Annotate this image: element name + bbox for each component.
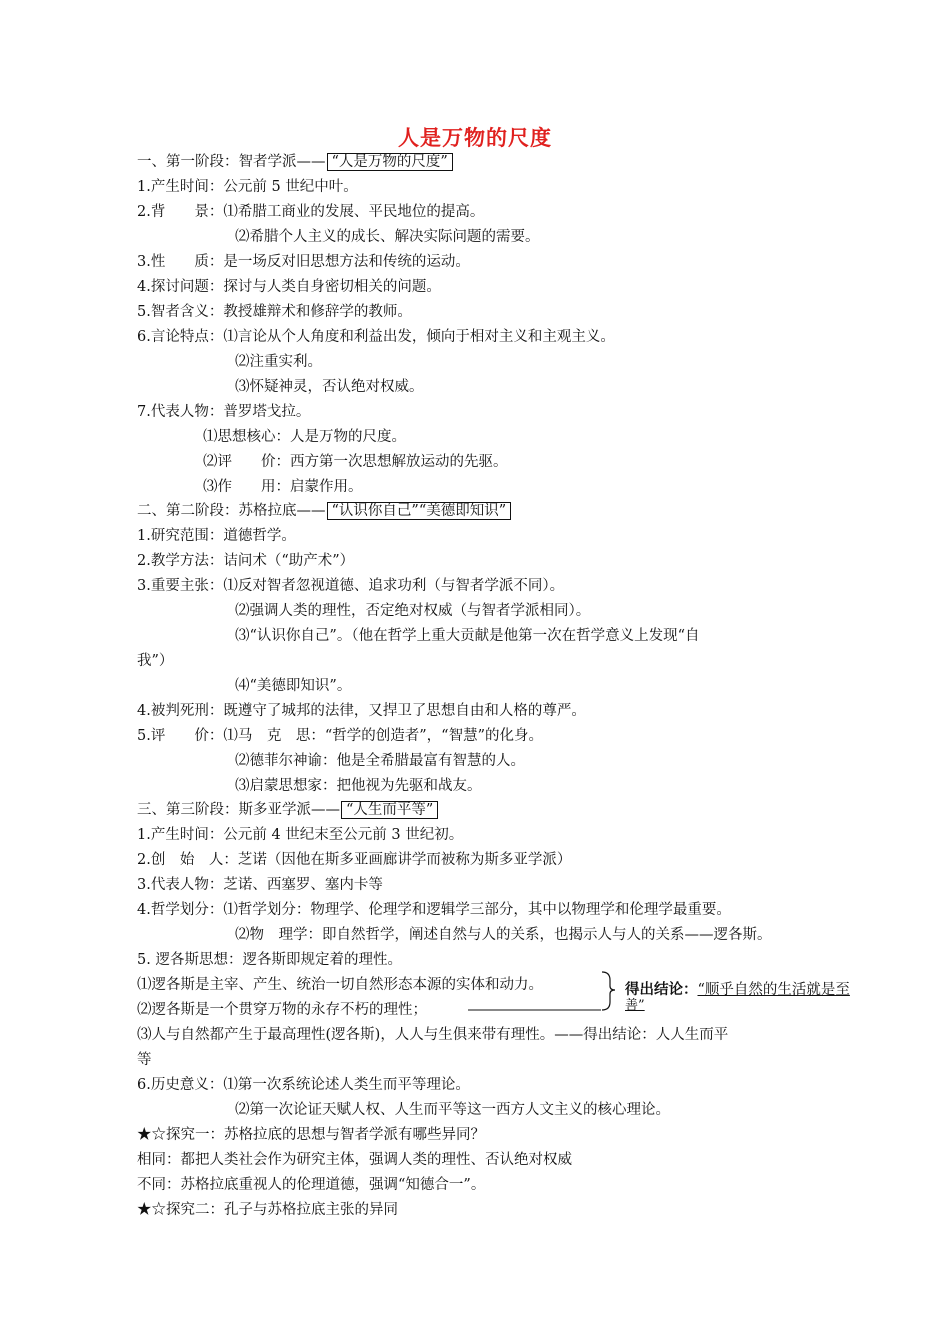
section-2-label: 二、第二阶段：苏格拉底——	[137, 503, 326, 519]
s2-item-3-sub3-cont: 我”）	[137, 653, 174, 669]
s1-item-6-sub3: ⑶怀疑神灵，否认绝对权威。	[235, 379, 424, 395]
s1-item-7-sub2: ⑵评 价：西方第一次思想解放运动的先驱。	[203, 454, 508, 470]
exploration-2-title: ★☆探究二：孔子与苏格拉底主张的异同	[137, 1202, 398, 1218]
s3-item-1: 1.产生时间：公元前 4 世纪末至公元前 3 世纪初。	[137, 827, 464, 843]
section-2-heading	[137, 501, 511, 521]
section-3-boxed-theme: “人生而平等”	[341, 801, 438, 819]
s2-item-1: 1.研究范围：道德哲学。	[137, 528, 296, 544]
s1-item-7-sub1: ⑴思想核心：人是万物的尺度。	[203, 429, 406, 445]
conclusion-brace	[468, 968, 616, 1018]
s2-item-5-sub2: ⑵德菲尔神谕：他是全希腊最富有智慧的人。	[235, 753, 525, 769]
s2-item-3-sub4: ⑷“美德即知识”。	[235, 678, 352, 694]
section-1-label: 一、第一阶段：智者学派——	[137, 154, 326, 170]
page-title: 人是万物的尺度	[398, 126, 552, 150]
section-3-heading	[137, 800, 438, 820]
s3-item-4: 4.哲学划分：⑴哲学划分：物理学、伦理学和逻辑学三部分，其中以物理学和伦理学最重要。	[137, 902, 731, 918]
s3-item-4-sub2: ⑵物 理学：即自然哲学，阐述自然与人的关系，也揭示人与人的关系——逻各斯。	[235, 927, 772, 943]
conclusion-line-1	[625, 980, 850, 1000]
s1-item-5: 5.智者含义：教授雄辩术和修辞学的教师。	[137, 304, 412, 320]
section-1-boxed-theme: “人是万物的尺度”	[327, 153, 453, 171]
conclusion-line-2	[625, 996, 645, 1016]
s3-item-5: 5. 逻各斯思想：逻各斯即规定着的理性。	[137, 952, 402, 968]
s3-item-6-sub2: ⑵第一次论证天赋人权、人生而平等这一西方人文主义的核心理论。	[235, 1102, 670, 1118]
exploration-1-title: ★☆探究一：苏格拉底的思想与智者学派有哪些异同？	[137, 1127, 485, 1143]
exploration-1-diff: 不同：苏格拉底重视人的伦理道德，强调“知德合一”。	[137, 1177, 486, 1193]
s1-item-4: 4.探讨问题：探讨与人类自身密切相关的问题。	[137, 279, 441, 295]
s1-item-6-sub2: ⑵注重实利。	[235, 354, 322, 370]
s3-item-5-sub2: ⑵逻各斯是一个贯穿万物的永存不朽的理性；	[137, 1002, 427, 1018]
s1-item-6: 6.言论特点：⑴言论从个人角度和利益出发，倾向于相对主义和主观主义。	[137, 329, 615, 345]
section-1-heading	[137, 152, 453, 172]
s1-item-7-sub3: ⑶作 用：启蒙作用。	[203, 479, 363, 495]
s3-item-6: 6.历史意义：⑴第一次系统论述人类生而平等理论。	[137, 1077, 470, 1093]
exploration-1-same: 相同：都把人类社会作为研究主体，强调人类的理性、否认绝对权威	[137, 1152, 572, 1168]
s1-item-2-sub: ⑵希腊个人主义的成长、解决实际问题的需要。	[235, 229, 540, 245]
s3-item-5-sub3: ⑶人与自然都产生于最高理性(逻各斯)，人人与生俱来带有理性。——得出结论：人人生而平	[137, 1027, 729, 1043]
s1-item-2: 2.背 景：⑴希腊工商业的发展、平民地位的提高。	[137, 204, 485, 220]
s2-item-5: 5.评 价：⑴马 克 思：“哲学的创造者”，“智慧”的化身。	[137, 728, 543, 744]
conclusion-quote-cont: 善”	[625, 998, 645, 1013]
conclusion-label: 得出结论：	[625, 982, 698, 998]
s3-item-2: 2.创 始 人：芝诺（因他在斯多亚画廊讲学而被称为斯多亚学派）	[137, 852, 572, 868]
s2-item-3-sub3: ⑶“认识你自己”。（他在哲学上重大贡献是他第一次在哲学意义上发现“自	[235, 628, 700, 644]
section-2-boxed-theme: “认识你自己”“美德即知识”	[327, 502, 512, 520]
s1-item-7: 7.代表人物：普罗塔戈拉。	[137, 404, 311, 420]
s2-item-2: 2.教学方法：诘问术（“助产术”）	[137, 553, 355, 569]
s2-item-3: 3.重要主张：⑴反对智者忽视道德、追求功利（与智者学派不同）。	[137, 578, 565, 594]
s3-item-5-sub3-cont: 等	[137, 1052, 152, 1068]
s3-item-5-sub1: ⑴逻各斯是主宰、产生、统治一切自然形态本源的实体和动力。	[137, 977, 543, 993]
s2-item-3-sub2: ⑵强调人类的理性，否定绝对权威（与智者学派相同）。	[235, 603, 591, 619]
s2-item-4: 4.被判死刑：既遵守了城邦的法律，又捍卫了思想自由和人格的尊严。	[137, 703, 586, 719]
section-3-label: 三、第三阶段：斯多亚学派——	[137, 802, 340, 818]
s3-item-3: 3.代表人物：芝诺、西塞罗、塞内卡等	[137, 877, 383, 893]
s2-item-5-sub3: ⑶启蒙思想家：把他视为先驱和战友。	[235, 778, 482, 794]
conclusion-quote: “顺乎自然的生活就是至	[697, 982, 850, 998]
s1-item-1: 1.产生时间：公元前 5 世纪中叶。	[137, 179, 358, 195]
s1-item-3: 3.性 质：是一场反对旧思想方法和传统的运动。	[137, 254, 470, 270]
